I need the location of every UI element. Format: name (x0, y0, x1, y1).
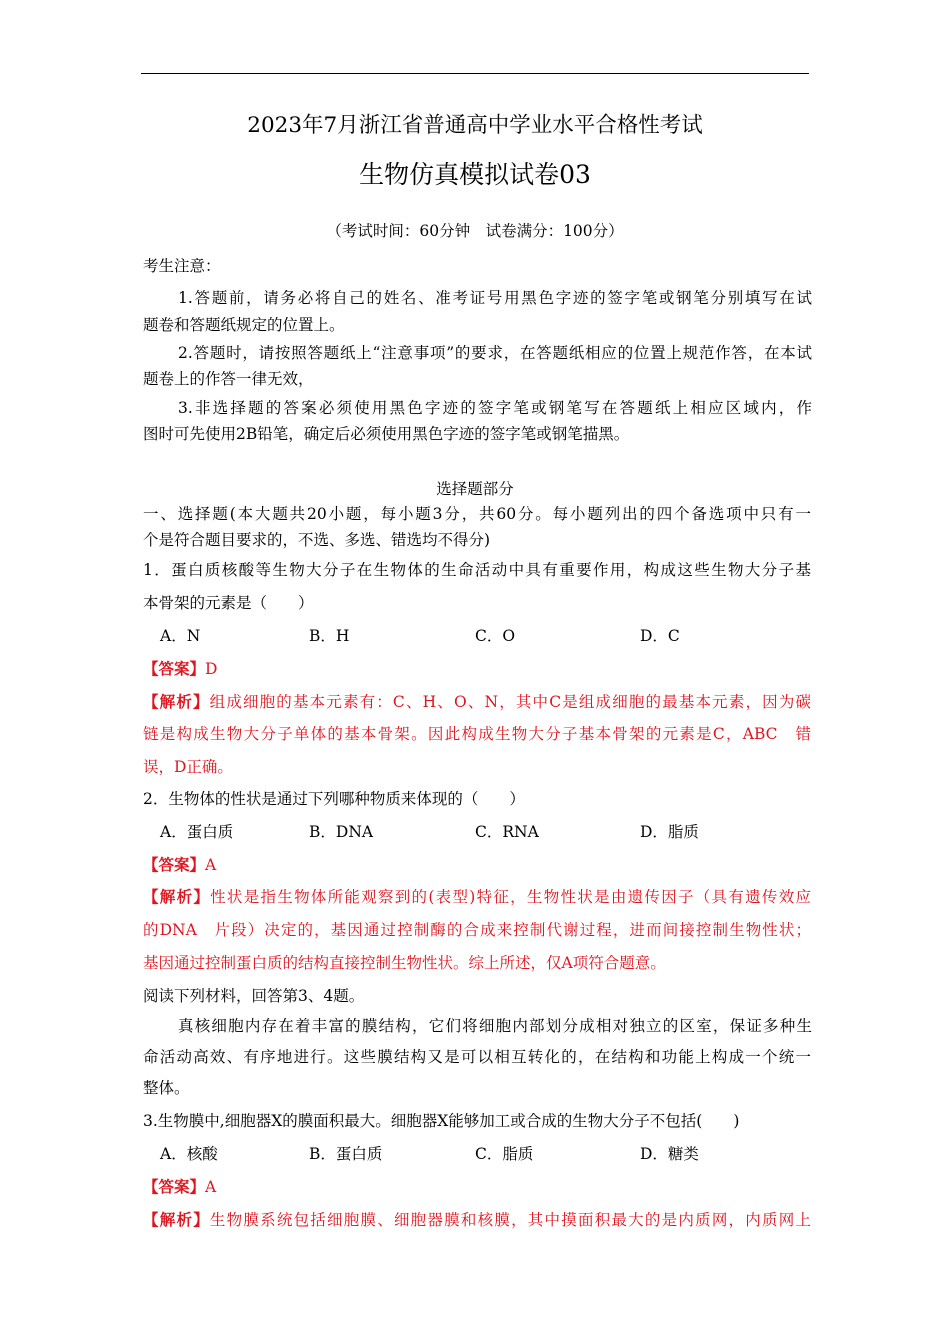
q1-option-a: A．N (160, 627, 201, 645)
exam-info: （考试时间：60分钟 试卷满分：100分） (326, 222, 624, 240)
q1-answer-label: 【答案】 (143, 659, 206, 678)
notice-item-2-line-2: 题卷上的作答一律无效， (143, 370, 314, 388)
q2-analysis-label: 【解析】 (143, 887, 211, 906)
q3-option-b: B．蛋白质 (309, 1145, 383, 1163)
q3-analysis-text-1: 生物膜系统包括细胞膜、细胞器膜和核膜，其中摸面积最大的是内质网，内质网上 (209, 1211, 811, 1229)
q2-option-b: B．DNA (309, 823, 374, 841)
paper-title: 生物仿真模拟试卷03 (359, 160, 591, 189)
q1-answer (143, 659, 811, 679)
notice-item-3-line-2: 图时可先使用2B铅笔，确定后必须使用黑色字迹的签字笔或钢笔描黑。 (143, 425, 630, 443)
q2-answer-label: 【答案】 (143, 855, 206, 874)
section-intro-line-1: 一、选择题(本大题共20小题，每小题3分，共60分。每小题列出的四个备选项中只有一 (143, 505, 811, 523)
q1-analysis-line-1 (143, 692, 811, 712)
q3-analysis-line-1 (143, 1210, 811, 1230)
q2-analysis-text-1: 性状是指生物体所能观察到的(表型)特征，生物性状是由遗传因子（具有遗传效应 (210, 888, 811, 906)
q2-stem: 2．生物体的性状是通过下列哪种物质来体现的（ ） (143, 790, 525, 808)
notice-item-3-line-1: 3.非选择题的答案必须使用黑色字迹的签字笔或钢笔写在答题纸上相应区域内，作 (178, 399, 812, 417)
q3-analysis-label: 【解析】 (143, 1210, 210, 1229)
q3-option-c: C．脂质 (475, 1145, 534, 1163)
material-text-line-2: 命活动高效、有序地进行。这些膜结构又是可以相互转化的，在结构和功能上构成一个统一 (143, 1048, 811, 1066)
q1-analysis-label: 【解析】 (143, 692, 210, 711)
q1-stem-line-2: 本骨架的元素是（ ） (143, 594, 314, 612)
q2-option-d: D．脂质 (640, 823, 699, 841)
q2-answer (143, 855, 811, 875)
q1-analysis-text-1: 组成细胞的基本元素有：C、H、O、N，其中C是组成细胞的最基本元素，因为碳 (209, 693, 811, 711)
notice-heading: 考生注意： (143, 257, 221, 275)
material-text-line-1: 真核细胞内存在着丰富的膜结构，它们将细胞内部划分成相对独立的区室，保证多种生 (178, 1017, 812, 1035)
q3-answer (143, 1177, 811, 1197)
q3-answer-value: A (205, 1178, 217, 1196)
q1-stem-line-1: 1．蛋白质核酸等生物大分子在生物体的生命活动中具有重要作用，构成这些生物大分子基 (143, 561, 811, 579)
q2-analysis-line-2: 的DNA 片段）决定的，基因通过控制酶的合成来控制代谢过程，进而间接控制生物性状； (143, 921, 811, 939)
notice-item-1-line-1: 1.答题前，请务必将自己的姓名、准考证号用黑色字迹的签字笔或钢笔分别填写在试 (178, 289, 812, 307)
header-rule (141, 73, 809, 74)
q1-option-d: D．C (640, 627, 680, 645)
q2-answer-value: A (205, 856, 217, 874)
material-intro: 阅读下列材料，回答第3、4题。 (143, 987, 365, 1005)
notice-item-2-line-1: 2.答题时，请按照答题纸上“注意事项”的要求，在答题纸相应的位置上规范作答，在本试 (178, 344, 812, 362)
q3-option-a: A．核酸 (160, 1145, 218, 1163)
q1-analysis-line-3: 误，D正确。 (143, 758, 233, 776)
q1-option-c: C．O (475, 627, 516, 645)
q1-option-b: B．H (309, 627, 350, 645)
q1-analysis-line-2: 链是构成生物大分子单体的基本骨架。因此构成生物大分子基本骨架的元素是C，ABC 错 (143, 725, 811, 743)
q2-analysis-line-1 (143, 887, 811, 907)
notice-item-1-line-2: 题卷和答题纸规定的位置上。 (143, 316, 345, 334)
exam-title: 2023年7月浙江省普通高中学业水平合格性考试 (247, 113, 703, 138)
q2-analysis-line-3: 基因通过控制蛋白质的结构直接控制生物性状。综上所述，仅A项符合题意。 (143, 954, 666, 972)
q2-option-c: C．RNA (475, 823, 539, 841)
material-text-line-3: 整体。 (143, 1079, 190, 1097)
q3-option-d: D．糖类 (640, 1145, 699, 1163)
q3-answer-label: 【答案】 (143, 1177, 206, 1196)
q2-option-a: A．蛋白质 (160, 823, 234, 841)
q3-stem: 3.生物膜中,细胞器X的膜面积最大。细胞器X能够加工或合成的生物大分子不包括( ) (143, 1112, 740, 1130)
section-intro-line-2: 个是符合题目要求的，不选、多选、错选均不得分) (143, 531, 491, 549)
section-title: 选择题部分 (436, 480, 514, 498)
q1-answer-value: D (205, 660, 218, 678)
